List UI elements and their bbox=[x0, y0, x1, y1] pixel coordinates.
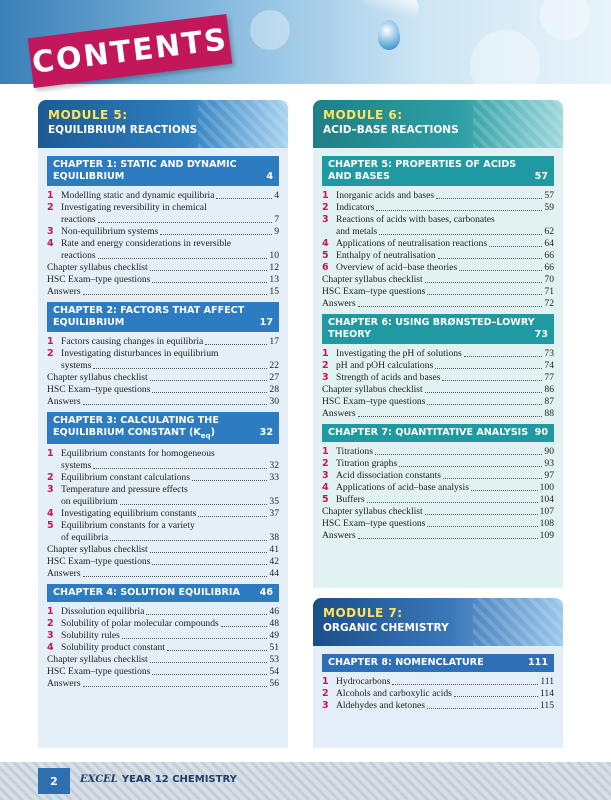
toc-extra[interactable]: Chapter syllabus checklist 12 bbox=[47, 261, 279, 273]
toc-extra[interactable]: HSC Exam–type questions 108 bbox=[322, 517, 554, 529]
module-5-header bbox=[38, 100, 288, 148]
toc-entry-cont[interactable]: and metals 62 bbox=[336, 225, 554, 237]
chapter-7-heading[interactable]: CHAPTER 7: QUANTITATIVE ANALYSIS 90 bbox=[322, 424, 554, 442]
chapter-3-heading[interactable]: CHAPTER 3: CALCULATING THE EQUILIBRIUM CONSTANT $(K_{eq})$ 32 bbox=[47, 412, 279, 444]
chapter-2-heading[interactable]: CHAPTER 2: FACTORS THAT AFFECT EQUILIBRIUM 17 bbox=[47, 302, 279, 332]
toc-entry[interactable]: 5 Buffers 104 bbox=[322, 493, 554, 505]
toc-entry[interactable]: 1 Dissolution equilibria 46 bbox=[47, 605, 279, 617]
toc-entry[interactable]: 3 Temperature and pressure effects bbox=[47, 483, 188, 495]
toc-entry[interactable]: 4 Applications of neutralisation reactions 64 bbox=[322, 237, 554, 249]
toc-entry[interactable]: 3 Reactions of acids with bases, carbonates bbox=[322, 213, 495, 225]
module-6-title: ACID–BASE REACTIONS bbox=[323, 124, 459, 136]
toc-entry[interactable]: 2 Alcohols and carboxylic acids 114 bbox=[322, 687, 554, 699]
toc-entry[interactable]: 2 Equilibrium constant calculations 33 bbox=[47, 471, 279, 483]
toc-extra[interactable]: Answers 30 bbox=[47, 395, 279, 407]
toc-extra[interactable]: Answers 109 bbox=[322, 529, 554, 541]
toc-extra[interactable]: HSC Exam–type questions 42 bbox=[47, 555, 279, 567]
toc-extra[interactable]: HSC Exam–type questions 71 bbox=[322, 285, 554, 297]
toc-extra[interactable]: Chapter syllabus checklist 41 bbox=[47, 543, 279, 555]
module-5-title: EQUILIBRIUM REACTIONS bbox=[48, 124, 198, 136]
toc-extra[interactable]: Answers 44 bbox=[47, 567, 279, 579]
chapter-4-heading[interactable]: CHAPTER 4: SOLUTION EQUILIBRIA 46 bbox=[47, 584, 279, 602]
module-5-panel bbox=[38, 148, 288, 748]
toc-entry[interactable]: 1 Factors causing changes in equilibria 17 bbox=[47, 335, 279, 347]
chapter-5-heading[interactable]: CHAPTER 5: PROPERTIES OF ACIDS AND BASES 57 bbox=[322, 156, 554, 186]
toc-entry[interactable]: 2 Titration graphs 93 bbox=[322, 457, 554, 469]
toc-extra[interactable]: Chapter syllabus checklist 27 bbox=[47, 371, 279, 383]
toc-entry[interactable]: 1 Investigating the pH of solutions 73 bbox=[322, 347, 554, 359]
toc-entry[interactable]: 2 Solubility of polar molecular compounds 48 bbox=[47, 617, 279, 629]
page-footer bbox=[0, 762, 611, 800]
chapter-8-heading[interactable]: CHAPTER 8: NOMENCLATURE 111 bbox=[322, 654, 554, 672]
module-6-header bbox=[313, 100, 563, 148]
toc-entry[interactable]: 1 Inorganic acids and bases 57 bbox=[322, 189, 554, 201]
toc-entry[interactable]: 4 Rate and energy considerations in reversible bbox=[47, 237, 232, 249]
module-6-label: MODULE 6: bbox=[323, 108, 403, 122]
toc-entry[interactable]: 6 Overview of acid–base theories 66 bbox=[322, 261, 554, 273]
toc-extra[interactable]: Chapter syllabus checklist 53 bbox=[47, 653, 279, 665]
module-7-label: MODULE 7: bbox=[323, 606, 403, 620]
toc-extra[interactable]: Answers 88 bbox=[322, 407, 554, 419]
toc-entry[interactable]: 2 Investigating reversibility in chemical bbox=[47, 201, 207, 213]
toc-extra[interactable]: HSC Exam–type questions 28 bbox=[47, 383, 279, 395]
chapter-1-heading[interactable]: CHAPTER 1: STATIC AND DYNAMIC EQUILIBRIUM 4 bbox=[47, 156, 279, 186]
toc-extra[interactable]: Answers 56 bbox=[47, 677, 279, 689]
toc-entry[interactable]: 4 Applications of acid–base analysis 100 bbox=[322, 481, 554, 493]
toc-extra[interactable]: HSC Exam–type questions 54 bbox=[47, 665, 279, 677]
toc-extra[interactable]: Chapter syllabus checklist 70 bbox=[322, 273, 554, 285]
module-7-header bbox=[313, 598, 563, 646]
toc-extra[interactable]: Answers 72 bbox=[322, 297, 554, 309]
book-title: EXCEL YEAR 12 CHEMISTRY bbox=[80, 774, 237, 785]
toc-entry[interactable]: 1 Modelling static and dynamic equilibria 4 bbox=[47, 189, 279, 201]
module-5-label: MODULE 5: bbox=[48, 108, 128, 122]
toc-extra[interactable]: Answers 15 bbox=[47, 285, 279, 297]
toc-extra[interactable]: HSC Exam–type questions 13 bbox=[47, 273, 279, 285]
toc-entry[interactable]: 1 Hydrocarbons 111 bbox=[322, 675, 554, 687]
toc-entry[interactable]: 1 Titrations 90 bbox=[322, 445, 554, 457]
toc-extra[interactable]: HSC Exam–type questions 87 bbox=[322, 395, 554, 407]
module-7-panel bbox=[313, 646, 563, 748]
chapter-6-heading[interactable]: CHAPTER 6: USING BRØNSTED–LOWRY THEORY 73 bbox=[322, 314, 554, 344]
toc-extra[interactable]: Chapter syllabus checklist 86 bbox=[322, 383, 554, 395]
toc-entry[interactable]: 3 Aldehydes and ketones 115 bbox=[322, 699, 554, 711]
droplet-graphic bbox=[378, 20, 400, 50]
toc-entry[interactable]: 5 Equilibrium constants for a variety bbox=[47, 519, 195, 531]
toc-entry[interactable]: 2 Indicators 59 bbox=[322, 201, 554, 213]
toc-entry-cont[interactable]: reactions 10 bbox=[61, 249, 279, 261]
toc-entry[interactable]: 4 Solubility product constant 51 bbox=[47, 641, 279, 653]
toc-entry-cont[interactable]: on equilibrium 35 bbox=[61, 495, 279, 507]
toc-entry[interactable]: 2 pH and pOH calculations 74 bbox=[322, 359, 554, 371]
toc-entry[interactable]: 3 Strength of acids and bases 77 bbox=[322, 371, 554, 383]
toc-entry[interactable]: 4 Investigating equilibrium constants 37 bbox=[47, 507, 279, 519]
toc-entry[interactable]: 3 Solubility rules 49 bbox=[47, 629, 279, 641]
toc-entry[interactable]: 5 Enthalpy of neutralisation 66 bbox=[322, 249, 554, 261]
module-7-title: ORGANIC CHEMISTRY bbox=[323, 622, 449, 634]
toc-entry[interactable]: 2 Investigating disturbances in equilibrium bbox=[47, 347, 219, 359]
page-title: CONTENTS bbox=[30, 21, 230, 81]
toc-entry-cont[interactable]: systems 32 bbox=[61, 459, 279, 471]
toc-entry[interactable]: 3 Non-equilibrium systems 9 bbox=[47, 225, 279, 237]
toc-entry-cont[interactable]: reactions 7 bbox=[61, 213, 279, 225]
toc-entry[interactable]: 3 Acid dissociation constants 97 bbox=[322, 469, 554, 481]
page-number: 2 bbox=[38, 768, 70, 794]
toc-entry[interactable]: 1 Equilibrium constants for homogeneous bbox=[47, 447, 215, 459]
toc-entry-cont[interactable]: systems 22 bbox=[61, 359, 279, 371]
module-6-panel bbox=[313, 148, 563, 588]
toc-entry-cont[interactable]: of equilibria 38 bbox=[61, 531, 279, 543]
toc-extra[interactable]: Chapter syllabus checklist 107 bbox=[322, 505, 554, 517]
